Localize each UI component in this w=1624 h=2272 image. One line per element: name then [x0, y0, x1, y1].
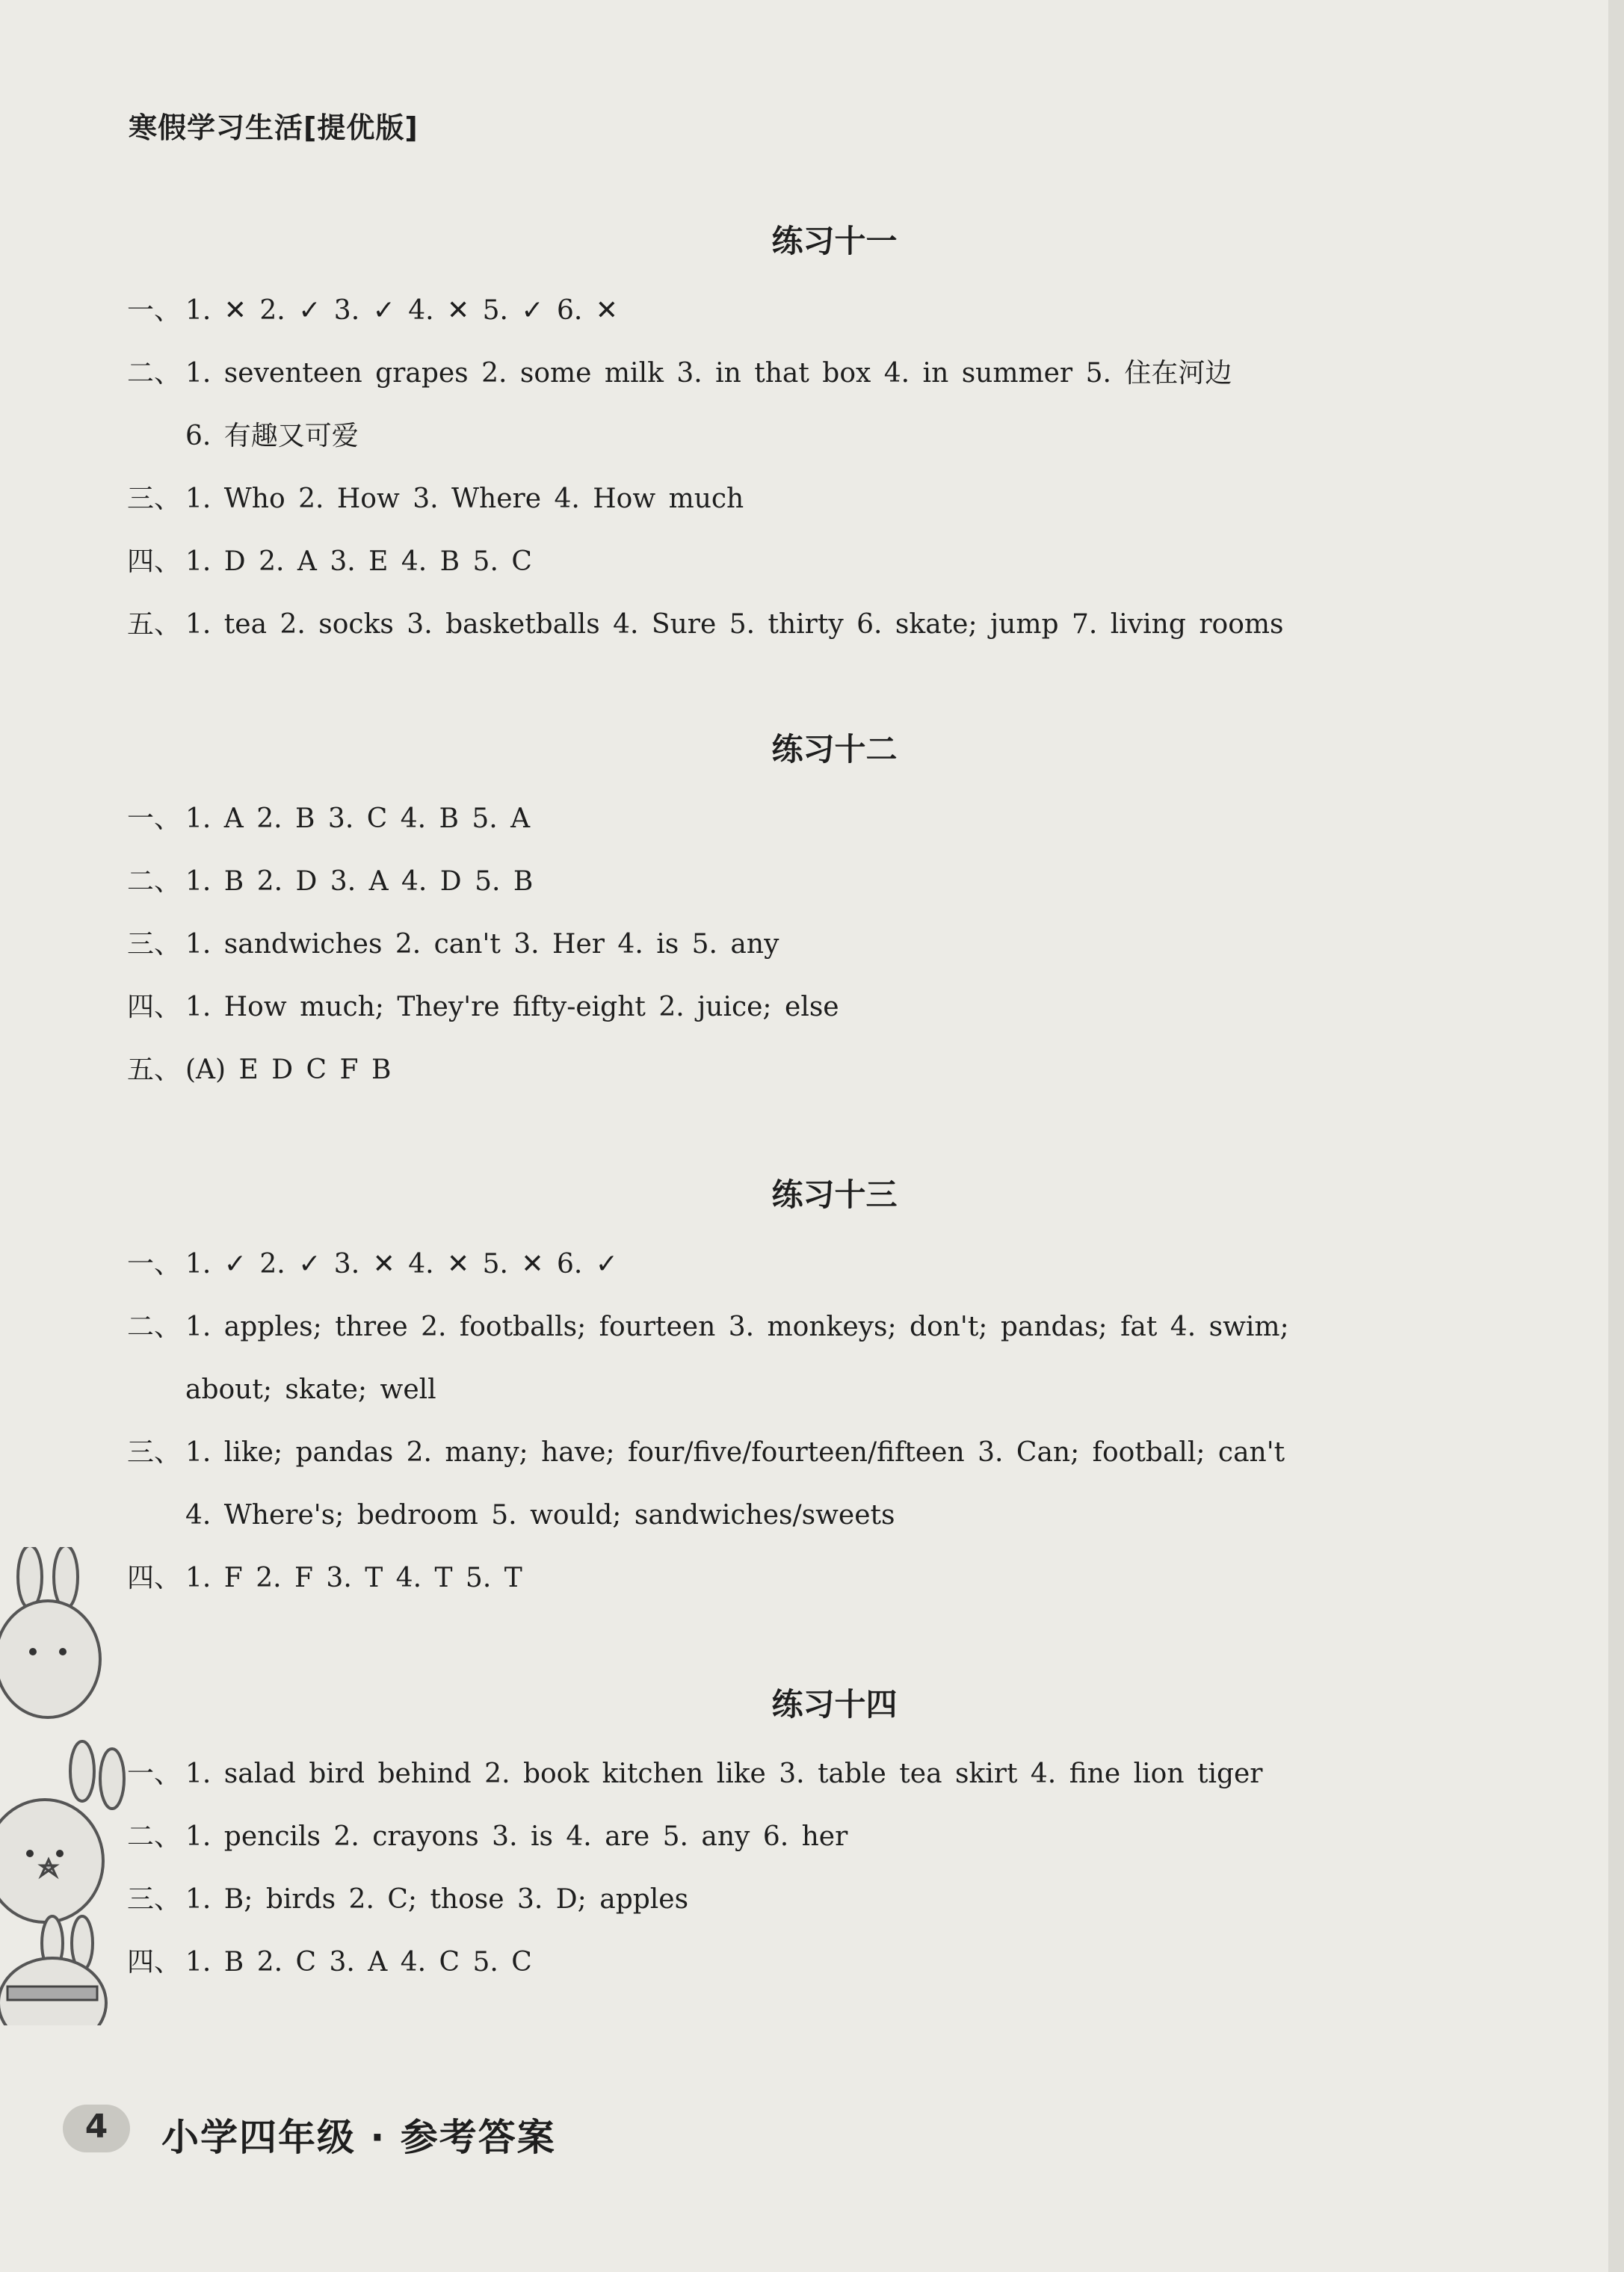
answer-text: (A) E D C F B	[185, 1055, 392, 1085]
answer-line	[0, 1806, 1624, 1868]
answer-line	[0, 1484, 1624, 1547]
question-label: 四、	[127, 1563, 182, 1593]
answer-text: 4. Where's; bedroom 5. would; sandwiches/sweets	[185, 1500, 895, 1531]
answer-line	[0, 851, 1624, 913]
footer-title: 小学四年级 · 参考答案	[161, 2116, 556, 2159]
section-title: 练习十一	[771, 223, 898, 259]
answer-line	[0, 1868, 1624, 1931]
rabbit-mascot-illustration	[0, 1547, 142, 2025]
answer-line	[0, 788, 1624, 851]
section-exercise-14	[0, 1682, 1624, 1994]
answer-text: 1. like; pandas 2. many; have; four/five/fourteen/fifteen 3. Can; football; can't	[185, 1437, 1285, 1468]
answer-text: 1. pencils 2. crayons 3. is 4. are 5. any 6. her	[185, 1821, 848, 1852]
section-exercise-13	[0, 1172, 1624, 1610]
answer-line	[0, 531, 1624, 593]
answer-line	[0, 468, 1624, 531]
answer-text: 6. 有趣又可爱	[185, 421, 359, 451]
answer-text: 1. sandwiches 2. can't 3. Her 4. is 5. any	[185, 929, 779, 960]
section-title: 练习十四	[771, 1686, 898, 1723]
answer-text: 1. ✕ 2. ✓ 3. ✓ 4. ✕ 5. ✓ 6. ✕	[185, 295, 618, 326]
question-label: 一、	[127, 295, 182, 326]
question-label: 二、	[127, 1312, 182, 1342]
answer-text: 1. F 2. F 3. T 4. T 5. T	[185, 1563, 522, 1593]
question-label: 二、	[127, 358, 182, 389]
answer-text: 1. B 2. C 3. A 4. C 5. C	[185, 1947, 532, 1978]
section-title: 练习十二	[771, 731, 898, 768]
answer-text: 1. salad bird behind 2. book kitchen like 3. table tea skirt 4. fine lion tiger	[185, 1759, 1263, 1789]
answer-line	[0, 913, 1624, 976]
question-label: 三、	[127, 1884, 182, 1915]
question-label: 五、	[127, 1055, 182, 1085]
answer-line	[0, 405, 1624, 468]
question-label: 四、	[127, 1947, 182, 1978]
answer-text: 1. apples; three 2. footballs; fourteen 3. monkeys; don't; pandas; fat 4. swim;	[185, 1312, 1289, 1342]
answer-text: 1. D 2. A 3. E 4. B 5. C	[185, 546, 532, 577]
answer-line	[0, 1359, 1624, 1421]
answer-text: 1. tea 2. socks 3. basketballs 4. Sure 5. thirty 6. skate; jump 7. living rooms	[185, 609, 1284, 640]
answer-line	[0, 280, 1624, 342]
answer-line	[0, 1296, 1624, 1359]
section-exercise-12	[0, 726, 1624, 1102]
answer-line	[0, 1039, 1624, 1102]
section-exercise-11	[0, 218, 1624, 656]
answer-text: about; skate; well	[185, 1374, 436, 1405]
answer-line	[0, 593, 1624, 656]
answer-line	[0, 1547, 1624, 1610]
page-header: 寒假学习生活[提优版]	[129, 111, 419, 144]
answer-text: 1. ✓ 2. ✓ 3. ✕ 4. ✕ 5. ✕ 6. ✓	[185, 1249, 618, 1279]
answer-text: 1. B 2. D 3. A 4. D 5. B	[185, 866, 534, 897]
question-label: 一、	[127, 803, 182, 834]
question-label: 三、	[127, 1437, 182, 1468]
answer-text: 1. seventeen grapes 2. some milk 3. in that box 4. in summer 5. 住在河边	[185, 358, 1232, 389]
answer-line	[0, 342, 1624, 405]
answer-line	[0, 1421, 1624, 1484]
answer-line	[0, 976, 1624, 1039]
answer-line	[0, 1931, 1624, 1994]
answer-line	[0, 1233, 1624, 1296]
answer-text: 1. Who 2. How 3. Where 4. How much	[185, 484, 744, 514]
answer-text: 1. A 2. B 3. C 4. B 5. A	[185, 803, 531, 834]
question-label: 二、	[127, 1821, 182, 1852]
question-label: 一、	[127, 1249, 182, 1279]
question-label: 四、	[127, 992, 182, 1022]
question-label: 二、	[127, 866, 182, 897]
question-label: 三、	[127, 929, 182, 960]
answer-line	[0, 1743, 1624, 1806]
question-label: 五、	[127, 609, 182, 640]
question-label: 四、	[127, 546, 182, 577]
question-label: 三、	[127, 484, 182, 514]
section-title: 练习十三	[771, 1176, 898, 1213]
page-number: 4	[84, 2108, 108, 2146]
answer-text: 1. B; birds 2. C; those 3. D; apples	[185, 1884, 689, 1915]
answer-text: 1. How much; They're fifty-eight 2. juice; else	[185, 992, 839, 1022]
question-label: 一、	[127, 1759, 182, 1789]
